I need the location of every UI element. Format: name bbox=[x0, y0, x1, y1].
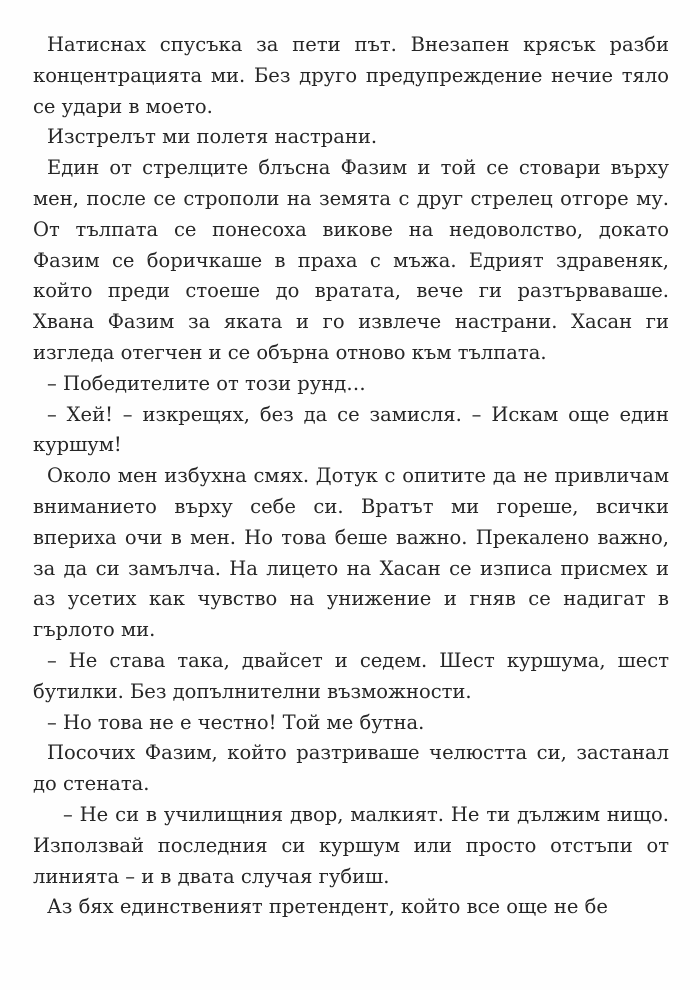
paragraph: Натиснах спусъка за пети път. Внезапен крясък разби концентрацията ми. Без друго предупреждение нечие тяло се удари в моето. bbox=[33, 33, 669, 118]
paragraph: Изстрелът ми полетя настрани. bbox=[47, 125, 378, 149]
dialogue-line: – Не си в училищния двор, малкият. Не ти дължим нищо. Използвай последния си куршум или просто отстъпи от линията – и в двата случая губиш. bbox=[33, 802, 669, 888]
paragraph: Около мен избухна смях. Дотук с опитите да не привличам вниманието върху себе си. Вратът ми гореше, всички впериха очи в мен. Но това беше важно. Прекалено важно, за да си замълча. На лицето на Хасан се изписа присмех и аз усетих как чувство на унижение и гняв се надигат в гърлото ми. bbox=[33, 464, 669, 642]
paragraph: Посочих Фазим, който разтриваше челюстта си, застанал до стената. bbox=[33, 741, 669, 796]
paragraph: Един от стрелците блъсна Фазим и той се стовари върху мен, после се строполи на земята с друг стрелец отгоре му. От тълпата се понесоха викове на недоволство, докато Фазим се боричкаше в праха с мъжа. Едрият здравеняк, който преди стоеше до вратата, вече ги разтърваваше. Хвана Фазим за яката и го извлече настрани. Хасан ги изгледа отегчен и се обърна отново към тълпата. bbox=[33, 156, 669, 364]
dialogue-line: – Хей! – изкрещях, без да се замисля. – Искам още един куршум! bbox=[33, 402, 669, 457]
paragraph: Аз бях единственият претендент, който все още не бе bbox=[47, 895, 608, 919]
body-text bbox=[33, 30, 669, 923]
dialogue-line: – Но това не е честно! Той ме бутна. bbox=[47, 710, 425, 734]
dialogue-line: – Победителите от този рунд… bbox=[47, 371, 366, 395]
dialogue-line: – Не става така, двайсет и седем. Шест куршума, шест бутилки. Без допълнителни възможности. bbox=[33, 648, 669, 703]
